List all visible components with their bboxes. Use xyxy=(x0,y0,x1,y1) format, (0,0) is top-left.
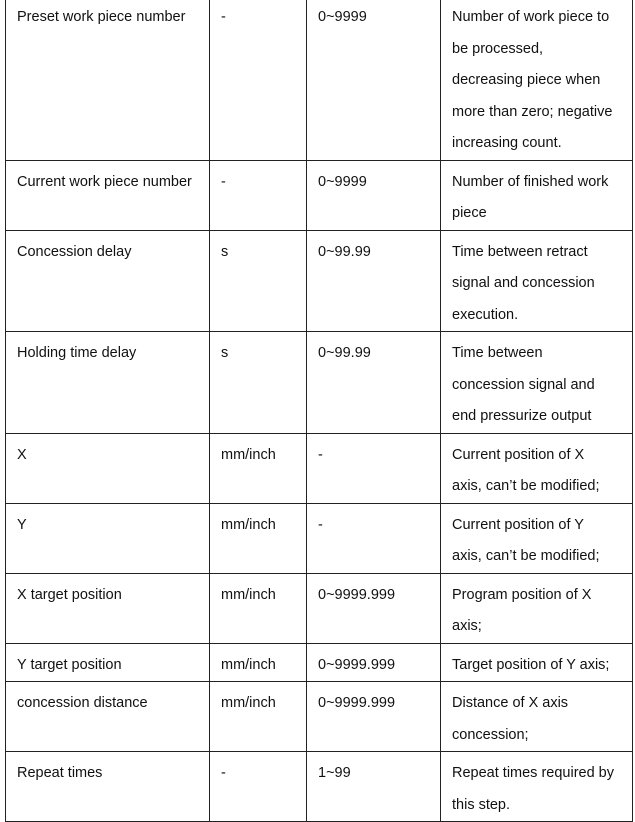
param-unit: - xyxy=(210,160,307,230)
desc-line: Current position of Y xyxy=(452,516,584,533)
desc-line: axis, can’t be modified; xyxy=(452,548,600,564)
desc-line: signal and concession xyxy=(452,275,595,291)
param-name: Concession delay xyxy=(6,230,210,332)
desc-line: Number of finished work xyxy=(452,173,609,190)
table-row xyxy=(6,160,633,230)
desc-line: Repeat times required by xyxy=(452,765,614,781)
param-range: - xyxy=(307,433,441,503)
param-name: concession distance xyxy=(6,682,210,752)
param-range: 1~99 xyxy=(307,752,441,822)
desc-line: axis; xyxy=(452,618,482,634)
param-description xyxy=(441,230,633,332)
desc-line: concession; xyxy=(452,726,529,743)
desc-line: end pressurize output xyxy=(452,408,592,424)
param-description xyxy=(441,503,633,573)
parameter-table xyxy=(5,0,633,822)
param-range: 0~9999.999 xyxy=(307,573,441,643)
desc-line: Distance of X axis xyxy=(452,695,569,711)
param-unit: mm/inch xyxy=(210,503,307,573)
param-description xyxy=(441,0,633,160)
param-name: Holding time delay xyxy=(6,332,210,434)
table-row xyxy=(6,573,633,643)
table-row xyxy=(6,682,633,752)
param-range: 0~9999.999 xyxy=(307,682,441,752)
param-range: 0~9999.999 xyxy=(307,643,441,682)
param-name: X target position xyxy=(6,573,210,643)
param-unit: s xyxy=(210,230,307,332)
param-description xyxy=(441,433,633,503)
param-range: 0~9999 xyxy=(307,0,441,160)
desc-line: this step. xyxy=(452,796,511,813)
param-range: 0~99.99 xyxy=(307,230,441,332)
param-description xyxy=(441,573,633,643)
param-description xyxy=(441,682,633,752)
param-unit: mm/inch xyxy=(210,682,307,752)
table-row xyxy=(6,0,633,160)
param-name: Y xyxy=(6,503,210,573)
param-range: 0~99.99 xyxy=(307,332,441,434)
desc-line: Target position of Y axis; xyxy=(452,656,610,673)
param-range: 0~9999 xyxy=(307,160,441,230)
param-range: - xyxy=(307,503,441,573)
param-unit: s xyxy=(210,332,307,434)
desc-line: axis, can’t be modified; xyxy=(452,478,600,494)
param-name: X xyxy=(6,433,210,503)
table-row xyxy=(6,230,633,332)
param-name: Current work piece number xyxy=(6,160,210,230)
desc-line: increasing count. xyxy=(452,135,562,151)
desc-line: Time between xyxy=(452,345,543,361)
table-row xyxy=(6,503,633,573)
param-name: Repeat times xyxy=(6,752,210,822)
param-unit: - xyxy=(210,752,307,822)
desc-line: more than zero; negative xyxy=(452,103,613,120)
desc-line: piece xyxy=(452,205,487,221)
param-description xyxy=(441,332,633,434)
desc-line: Time between retract xyxy=(452,243,588,260)
param-name: Preset work piece number xyxy=(6,0,210,160)
table-row xyxy=(6,332,633,434)
desc-line: Program position of X xyxy=(452,586,592,603)
param-description xyxy=(441,643,633,682)
param-unit: mm/inch xyxy=(210,433,307,503)
param-unit: mm/inch xyxy=(210,643,307,682)
desc-line: be processed, xyxy=(452,40,544,57)
desc-line: concession signal and xyxy=(452,376,595,393)
table-row xyxy=(6,433,633,503)
param-description xyxy=(441,160,633,230)
table-row xyxy=(6,752,633,822)
param-unit: mm/inch xyxy=(210,573,307,643)
desc-line: Current position of X xyxy=(452,446,585,463)
param-unit: - xyxy=(210,0,307,160)
desc-line: execution. xyxy=(452,306,519,323)
desc-line: decreasing piece when xyxy=(452,72,601,88)
param-name: Y target position xyxy=(6,643,210,682)
param-description xyxy=(441,752,633,822)
desc-line: Number of work piece to xyxy=(452,9,610,25)
table-row xyxy=(6,643,633,682)
